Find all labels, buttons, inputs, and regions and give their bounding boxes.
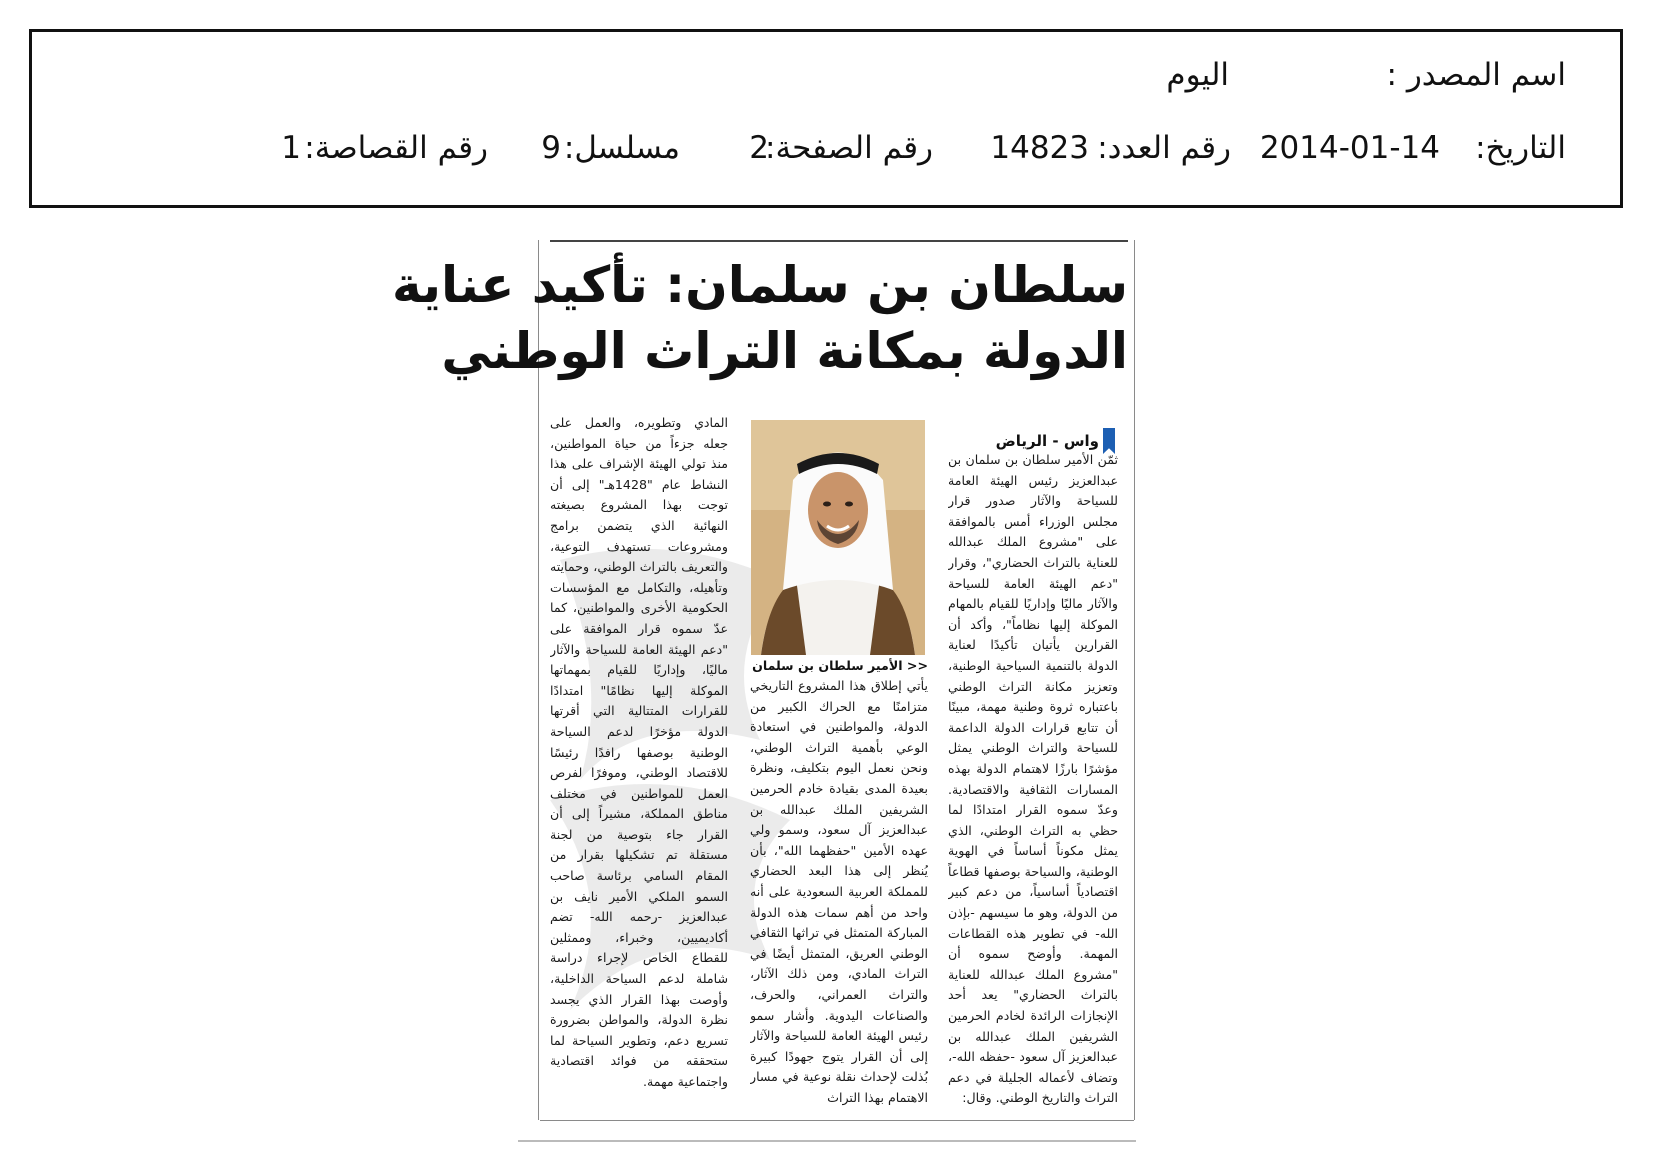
article-column-middle (750, 676, 928, 1118)
clipping-top-rule (550, 240, 1128, 242)
scan-bottom-rule (518, 1140, 1136, 1142)
headline-line-2: الدولة بمكانة التراث الوطني (441, 322, 1128, 380)
clipping-right-edge (1134, 240, 1135, 1120)
headline-line-1: سلطان بن سلمان: تأكيد عناية (391, 256, 1128, 314)
photo-caption: << الأمير سلطان بن سلمان (752, 658, 928, 673)
portrait-photo (751, 420, 925, 655)
portrait-figure-icon (751, 420, 925, 655)
source-label: اسم المصدر : (1386, 57, 1566, 93)
issue-value: 14823 (990, 130, 1089, 166)
column-middle-text: يأتي إطلاق هذا المشروع التاريخي متزامنًا مع الحراك الكبير من الدولة، والمواطنين في استعادة الوعي بأهمية التراث الوطني، ونحن نعمل اليوم بتكليف، ونظرة بعيدة المدى بقيادة خادم الحرمين الشريفين الملك عبدالله بن عبدالعزيز آل سعود، وسمو ولي عهده الأمين "حفظهما الله"، بأن يُنظر إلى هذا البعد الحضاري للمملكة العربية السعودية على أنه واحد من أهم سمات هذه الدولة المباركة المتمثل في تراثها الثقافي الوطني العريق، المتمثل أيضًا في التراث المادي، ومن ذلك الآثار، والتراث العمراني، والحرف، والصناعات اليدوية. وأشار سمو رئيس الهيئة العامة للسياحة والآثار إلى أن القرار يتوج جهودًا كبيرة بُذلت لإحداث نقلة نوعية في مسار الاهتمام بهذا التراث (750, 678, 928, 1105)
article-headline (391, 252, 1128, 384)
clipping-bottom-rule (540, 1120, 1134, 1121)
byline-text: واس - الرياض (995, 432, 1099, 450)
date-value: 2014-01-14 (1259, 130, 1440, 166)
page-label: رقم الصفحة: (765, 130, 933, 166)
serial-label: مسلسل: (563, 130, 680, 166)
article-column-left (550, 413, 728, 1118)
issue-label: رقم العدد: (1097, 130, 1231, 166)
source-info-box (29, 29, 1623, 208)
source-value: اليوم (1166, 57, 1229, 93)
date-label: التاريخ: (1475, 130, 1566, 166)
page-value: 2 (749, 130, 769, 166)
article-column-right (948, 450, 1118, 1118)
clip-value: 1 (281, 130, 301, 166)
column-left-text: المادي وتطويره، والعمل على جعله جزءاً من حياة المواطنين، منذ تولي الهيئة الإشراف على هذا النشاط عام "1428هـ" إلى أن توجت بهذا المشروع بصيغته النهائية الذي يتضمن برامج ومشروعات تستهدف التوعية، والتعريف بالتراث الوطني، وحمايته وتأهيله، والتكامل مع المؤسسات الحكومية الأخرى والمواطنين، كما عدّ سموه قرار الموافقة على "دعم الهيئة العامة للسياحة والآثار ماليًا، وإداريًا للقيام بمهماتها الموكلة إليها نظامًا" امتدادًا للقرارات المتتالية التي أقرتها الدولة مؤخرًا لدعم السياحة الوطنية بوصفها رافدًا رئيسًا للاقتصاد الوطني، وموفرًا لفرص العمل للمواطنين في مختلف مناطق المملكة، مشيراً إلى أن القرار جاء بتوصية من لجنة مستقلة تم تشكيلها بقرار من المقام السامي برئاسة صاحب السمو الملكي الأمير نايف بن عبدالعزيز -رحمه الله- تضم أكاديميين، وخبراء، وممثلين للقطاع الخاص لإجراء دراسة شاملة لدعم السياحة الداخلية، وأوصت بهذا القرار الذي يجسد نظرة الدولة، والمواطن بضرورة تسريع دعم، وتطوير السياحة لما ستحققه من فوائد اقتصادية واجتماعية مهمة. (550, 415, 728, 1089)
column-right-text: ثمّن الأمير سلطان بن سلمان بن عبدالعزيز رئيس الهيئة العامة للسياحة والآثار صدور قرار مجلس الوزراء أمس بالموافقة على "مشروع الملك عبدالله للعناية بالتراث الحضاري"، وقرار "دعم الهيئة العامة للسياحة والآثار ماليًا وإداريًا للقيام بالمهام الموكلة إليها نظاماً"، وأكد أن القرارين يأتيان تأكيدًا لعناية الدولة بالتنمية السياحية الوطنية، وتعزيز مكانة التراث الوطني باعتباره ثروة وطنية مهمة، مبينًا أن تتابع قرارات الدولة الداعمة للسياحة والتراث الوطني يمثل مؤشرًا بارزًا لاهتمام الدولة بهذه المسارات الثقافية والاقتصادية. وعدّ سموه القرار امتدادًا لما حظي به التراث الوطني، الذي يمثل مكوناً أساساً في الهوية الوطنية، والسياحة بوصفها قطاعاً اقتصادياً أساسياً، من دعم كبير من الدولة، وهو ما سيسهم -بإذن الله- في تطوير هذه القطاعات المهمة. وأوضح سموه أن "مشروع الملك عبدالله للعناية بالتراث الحضاري" يعد أحد الإنجازات الرائدة لخادم الحرمين الشريفين الملك عبدالله بن عبدالعزيز آل سعود -حفظه الله-، وتضاف لأعماله الجليلة في دعم التراث والتاريخ الوطني. وقال: (948, 452, 1118, 1106)
clip-label: رقم القصاصة: (304, 130, 488, 166)
serial-value: 9 (541, 130, 561, 166)
